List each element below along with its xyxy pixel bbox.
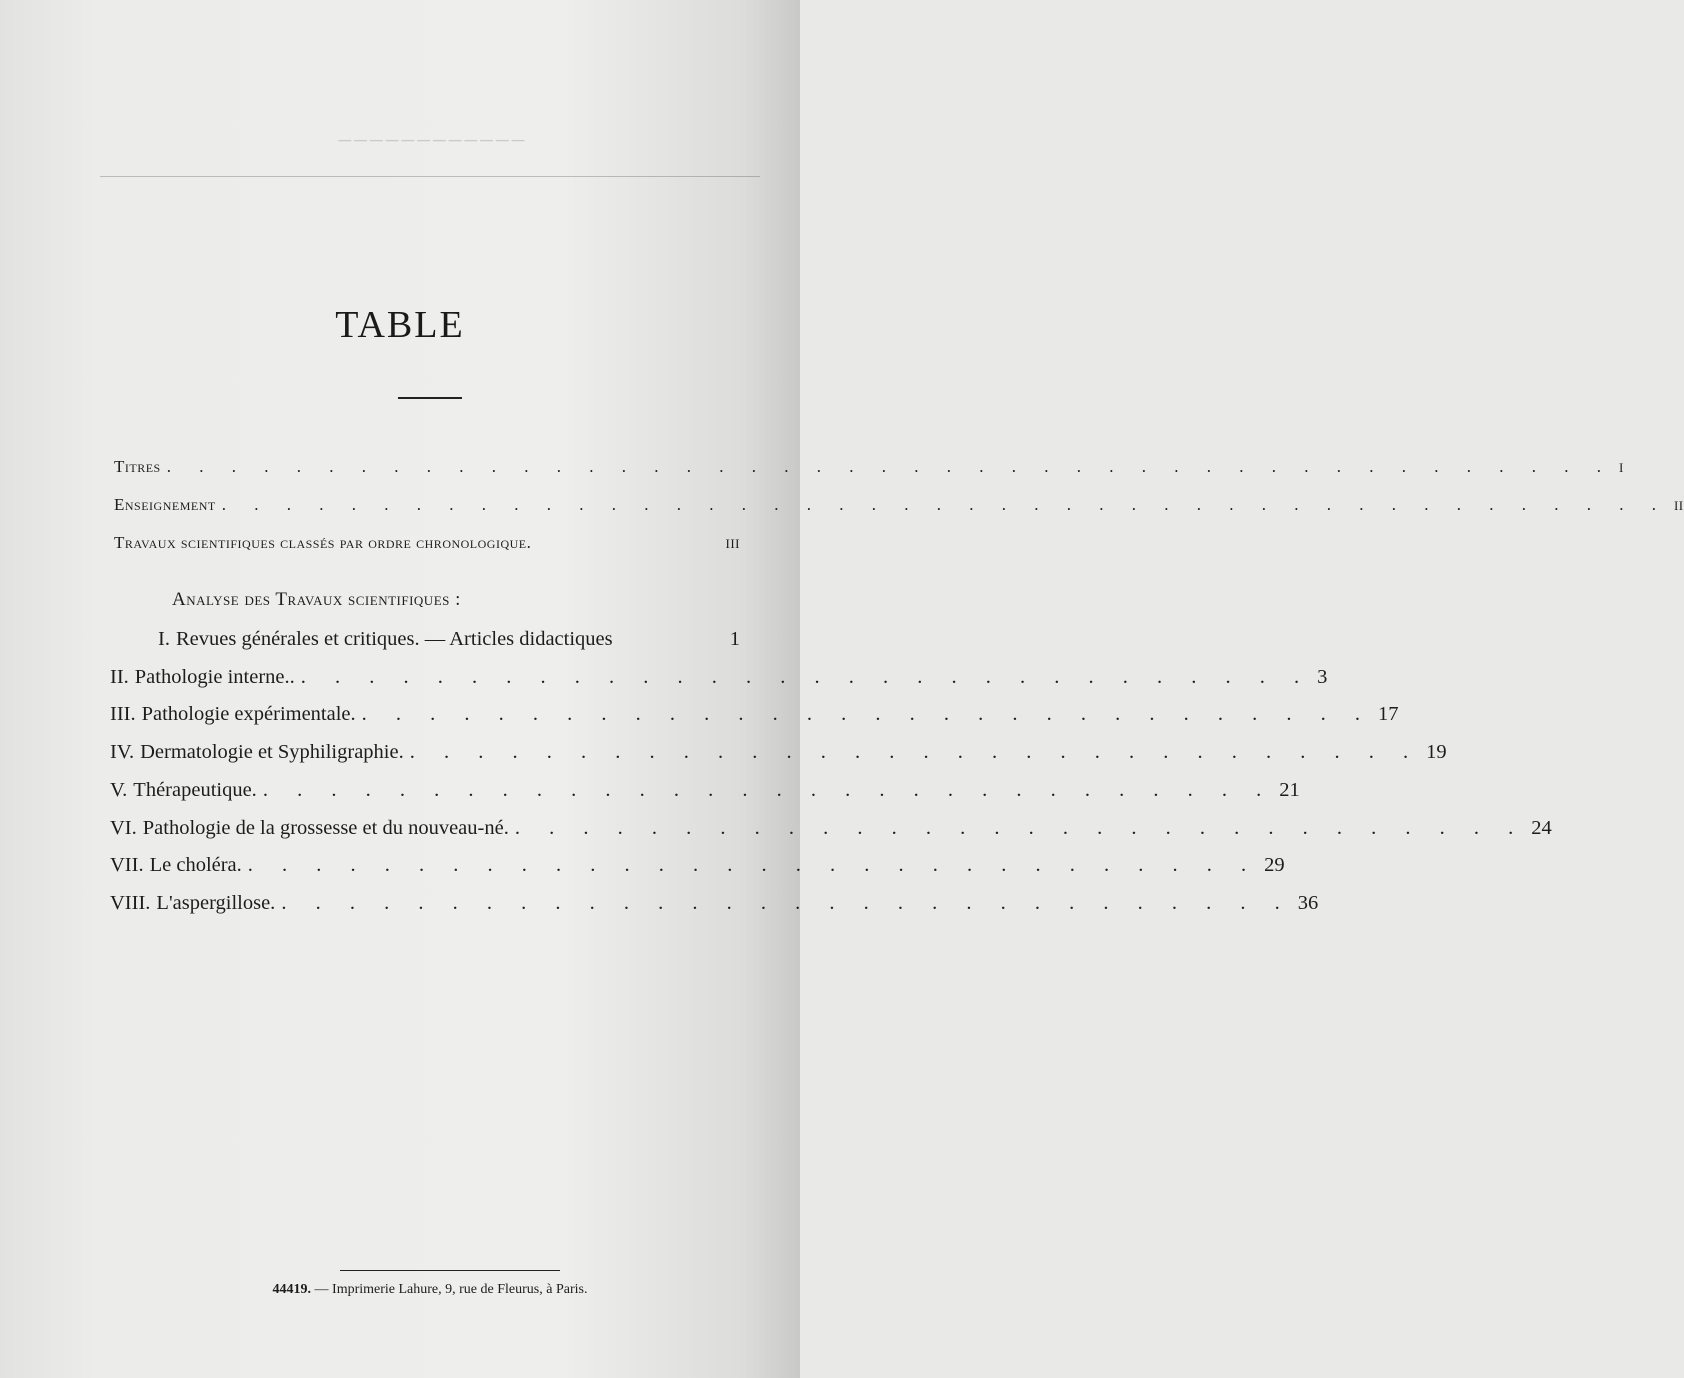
- reverse-page-show-through-rule: [100, 176, 760, 177]
- chapter-numeral: VIII.: [110, 892, 151, 914]
- toc-entry-enseignement: [114, 495, 1684, 515]
- printer-text: — Imprimerie Lahure, 9, rue de Fleurus, à Paris.: [314, 1282, 588, 1297]
- toc-chapter-6: [110, 817, 1552, 840]
- chapter-title: Dermatologie et Syphiligraphie.: [140, 741, 404, 763]
- dot-leader: . . . . . . . . . . . . . . . . . . . . . . . . . . . . . .: [281, 892, 1292, 914]
- chapter-title: Pathologie de la grossesse et du nouveau-né.: [142, 817, 509, 839]
- chapter-title: L'aspergillose.: [156, 892, 276, 914]
- reverse-page-show-through-header: ────────────: [335, 130, 525, 150]
- chapter-title: Pathologie expérimentale.: [141, 703, 356, 725]
- toc-chapter-7: [110, 854, 1285, 877]
- printer-imprint: [0, 1282, 860, 1298]
- chapter-numeral: V.: [110, 779, 128, 801]
- dot-leader: . . . . . . . . . . . . . . . . . . . . . . . . . . . . . . . . . . . . . . . . . . . . .: [221, 495, 1668, 514]
- section-heading: Analyse des Travaux scientifiques :: [172, 589, 461, 610]
- chapter-numeral: II.: [110, 666, 129, 688]
- page-title: TABLE: [335, 304, 465, 346]
- dot-leader: . . . . . . . . . . . . . . . . . . . . . . . . . . . . . .: [300, 666, 1312, 688]
- dot-leader: . . . . . . . . . . . . . . . . . . . . . . . . . . . . . .: [262, 779, 1274, 801]
- toc-entry-page: I: [1618, 460, 1624, 475]
- title-divider: [398, 397, 462, 399]
- toc-entry-page: III: [725, 536, 740, 551]
- chapter-page: 21: [1279, 779, 1300, 801]
- chapter-page: 36: [1297, 892, 1319, 914]
- toc-entry-travaux: [114, 533, 740, 553]
- chapter-page: 17: [1378, 703, 1399, 725]
- chapter-title: Thérapeutique.: [133, 779, 257, 801]
- toc-chapter-5: [110, 779, 1300, 802]
- toc-chapter-1: [110, 628, 740, 651]
- dot-leader: . . . . . . . . . . . . . . . . . . . . . . . . . . . . . .: [409, 741, 1421, 763]
- dot-leader: . . . . . . . . . . . . . . . . . . . . . . . . . . . . . .: [247, 854, 1259, 876]
- chapter-page: 24: [1531, 817, 1552, 839]
- toc-entry-label: Titres: [114, 457, 161, 476]
- toc-entry-page: II: [1673, 498, 1684, 513]
- chapter-numeral: VII.: [110, 854, 144, 876]
- toc-chapter-8: [110, 892, 1319, 915]
- toc-entry-titres: [114, 457, 1624, 477]
- print-number: 44419.: [272, 1282, 312, 1297]
- footer-divider: [340, 1270, 560, 1271]
- chapter-numeral: IV.: [110, 741, 135, 763]
- dot-leader: . . . . . . . . . . . . . . . . . . . . . . . . . . . . . .: [361, 703, 1373, 725]
- chapter-numeral: III.: [110, 703, 136, 725]
- chapter-page: 3: [1317, 666, 1328, 688]
- toc-entry-label: Travaux scientifiques classés par ordre chronologique.: [114, 533, 532, 552]
- dot-leader: . . . . . . . . . . . . . . . . . . . . . . . . . . . . . .: [514, 817, 1526, 839]
- toc-chapter-3: [110, 703, 1399, 726]
- chapter-page: 29: [1264, 854, 1285, 876]
- chapter-title: Revues générales et critiques. — Articles didactiques: [176, 628, 613, 650]
- chapter-title: Pathologie interne..: [134, 666, 295, 688]
- toc-entry-label: Enseignement: [114, 495, 216, 514]
- chapter-page: 1: [729, 628, 740, 650]
- dot-leader: . . . . . . . . . . . . . . . . . . . . . . . . . . . . . . . . . . . . . . . . . . . . .: [166, 457, 1613, 476]
- chapter-page: 19: [1426, 741, 1447, 763]
- chapter-numeral: I.: [158, 628, 170, 650]
- toc-chapter-2: [110, 666, 1328, 689]
- toc-chapter-4: [110, 741, 1447, 764]
- chapter-title: Le choléra.: [149, 854, 242, 876]
- chapter-numeral: VI.: [110, 817, 137, 839]
